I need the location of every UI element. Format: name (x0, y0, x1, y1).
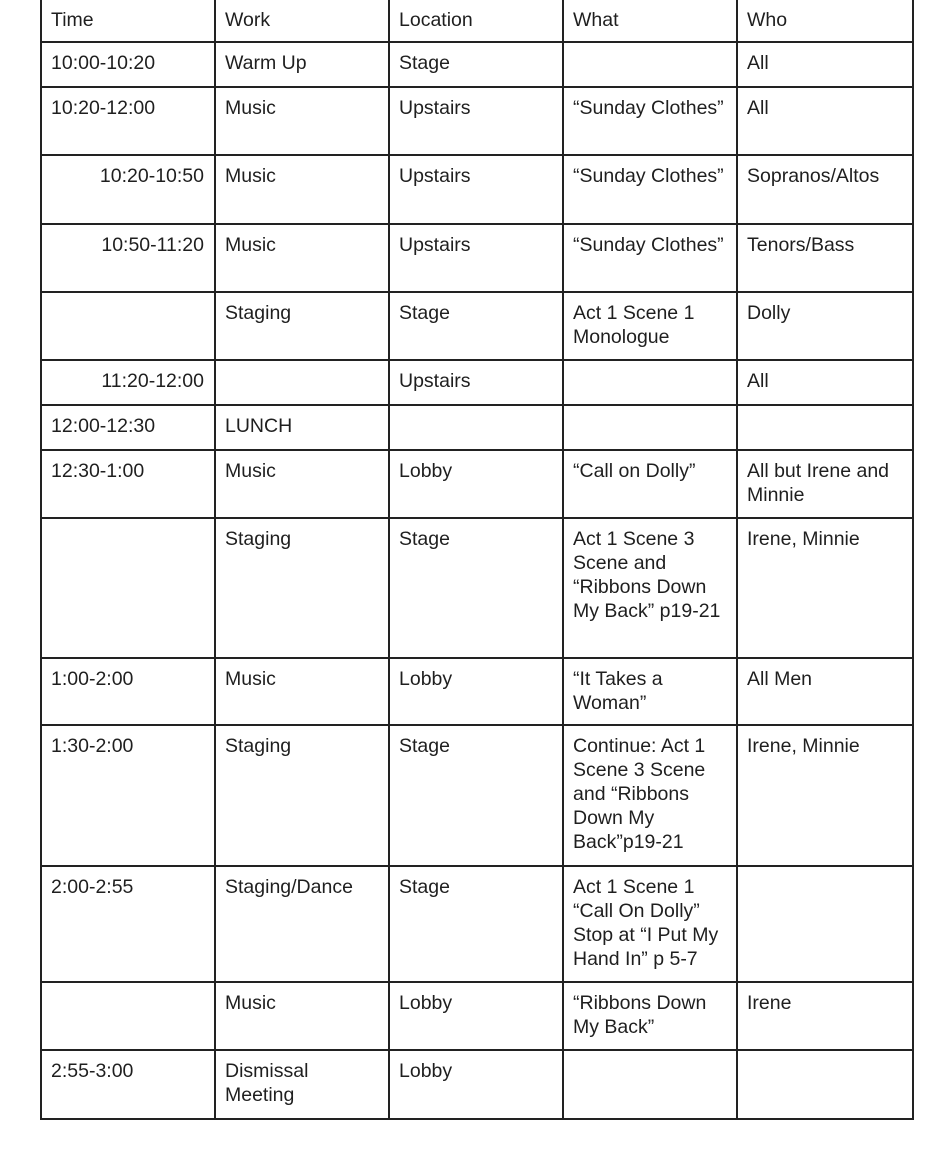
table-row (41, 42, 913, 87)
cell-location: Upstairs (389, 155, 563, 224)
cell-location: Upstairs (389, 360, 563, 405)
cell-work: LUNCH (215, 405, 389, 450)
table-row (41, 1050, 913, 1119)
cell-who: Irene (737, 982, 913, 1050)
cell-time: 1:30-2:00 (41, 725, 215, 866)
cell-what: Act 1 Scene 1 Monologue (563, 292, 737, 360)
cell-location: Lobby (389, 450, 563, 518)
cell-what (563, 405, 737, 450)
cell-what (563, 1050, 737, 1119)
cell-work: Staging/Dance (215, 866, 389, 982)
cell-location: Stage (389, 725, 563, 866)
cell-work: Staging (215, 292, 389, 360)
cell-work (215, 360, 389, 405)
cell-location: Upstairs (389, 87, 563, 155)
cell-who: Tenors/Bass (737, 224, 913, 292)
table-row (41, 360, 913, 405)
table-row (41, 518, 913, 658)
cell-location (389, 405, 563, 450)
table-row (41, 292, 913, 360)
cell-who (737, 1050, 913, 1119)
cell-what: “Call on Dolly” (563, 450, 737, 518)
cell-work: Music (215, 155, 389, 224)
cell-what: “Sunday Clothes” (563, 155, 737, 224)
rehearsal-schedule-table (40, 0, 914, 1120)
table-row (41, 155, 913, 224)
cell-what (563, 42, 737, 87)
cell-who: All Men (737, 658, 913, 725)
cell-what: “Ribbons Down My Back” (563, 982, 737, 1050)
cell-who (737, 866, 913, 982)
header-work: Work (215, 0, 389, 42)
cell-who: All (737, 87, 913, 155)
table-row (41, 405, 913, 450)
cell-time (41, 292, 215, 360)
cell-what: “It Takes a Woman” (563, 658, 737, 725)
cell-work: Dismissal Meeting (215, 1050, 389, 1119)
cell-location: Lobby (389, 1050, 563, 1119)
cell-who: All (737, 360, 913, 405)
cell-what (563, 360, 737, 405)
header-time: Time (41, 0, 215, 42)
cell-time (41, 982, 215, 1050)
cell-time (41, 518, 215, 658)
cell-location: Lobby (389, 658, 563, 725)
cell-location: Upstairs (389, 224, 563, 292)
table-row (41, 866, 913, 982)
table-row (41, 450, 913, 518)
table-row (41, 87, 913, 155)
cell-who: Dolly (737, 292, 913, 360)
cell-location: Stage (389, 42, 563, 87)
cell-who: All (737, 42, 913, 87)
cell-who: Sopranos/Altos (737, 155, 913, 224)
header-location: Location (389, 0, 563, 42)
cell-time: 10:20-12:00 (41, 87, 215, 155)
table-row (41, 982, 913, 1050)
cell-who: Irene, Minnie (737, 725, 913, 866)
header-who: Who (737, 0, 913, 42)
cell-location: Stage (389, 518, 563, 658)
table-header-row (41, 0, 913, 42)
cell-who: Irene, Minnie (737, 518, 913, 658)
table-row (41, 725, 913, 866)
cell-who: All but Irene and Minnie (737, 450, 913, 518)
cell-work: Staging (215, 725, 389, 866)
cell-what: Act 1 Scene 1 “Call On Dolly” Stop at “I Put My Hand In” p 5-7 (563, 866, 737, 982)
cell-time: 2:55-3:00 (41, 1050, 215, 1119)
cell-time: 10:00-10:20 (41, 42, 215, 87)
cell-time: 1:00-2:00 (41, 658, 215, 725)
cell-who (737, 405, 913, 450)
table-row (41, 658, 913, 725)
table-row (41, 224, 913, 292)
cell-work: Music (215, 87, 389, 155)
cell-work: Music (215, 450, 389, 518)
cell-location: Lobby (389, 982, 563, 1050)
cell-time: 12:00-12:30 (41, 405, 215, 450)
cell-time: 11:20-12:00 (41, 360, 215, 405)
cell-time: 2:00-2:55 (41, 866, 215, 982)
cell-work: Staging (215, 518, 389, 658)
cell-what: “Sunday Clothes” (563, 87, 737, 155)
cell-time: 10:50-11:20 (41, 224, 215, 292)
cell-work: Warm Up (215, 42, 389, 87)
cell-location: Stage (389, 866, 563, 982)
cell-time: 10:20-10:50 (41, 155, 215, 224)
cell-what: Act 1 Scene 3 Scene and “Ribbons Down My Back” p19-21 (563, 518, 737, 658)
cell-location: Stage (389, 292, 563, 360)
cell-work: Music (215, 982, 389, 1050)
cell-work: Music (215, 658, 389, 725)
cell-time: 12:30-1:00 (41, 450, 215, 518)
cell-what: Continue: Act 1 Scene 3 Scene and “Ribbons Down My Back”p19-21 (563, 725, 737, 866)
cell-what: “Sunday Clothes” (563, 224, 737, 292)
header-what: What (563, 0, 737, 42)
cell-work: Music (215, 224, 389, 292)
